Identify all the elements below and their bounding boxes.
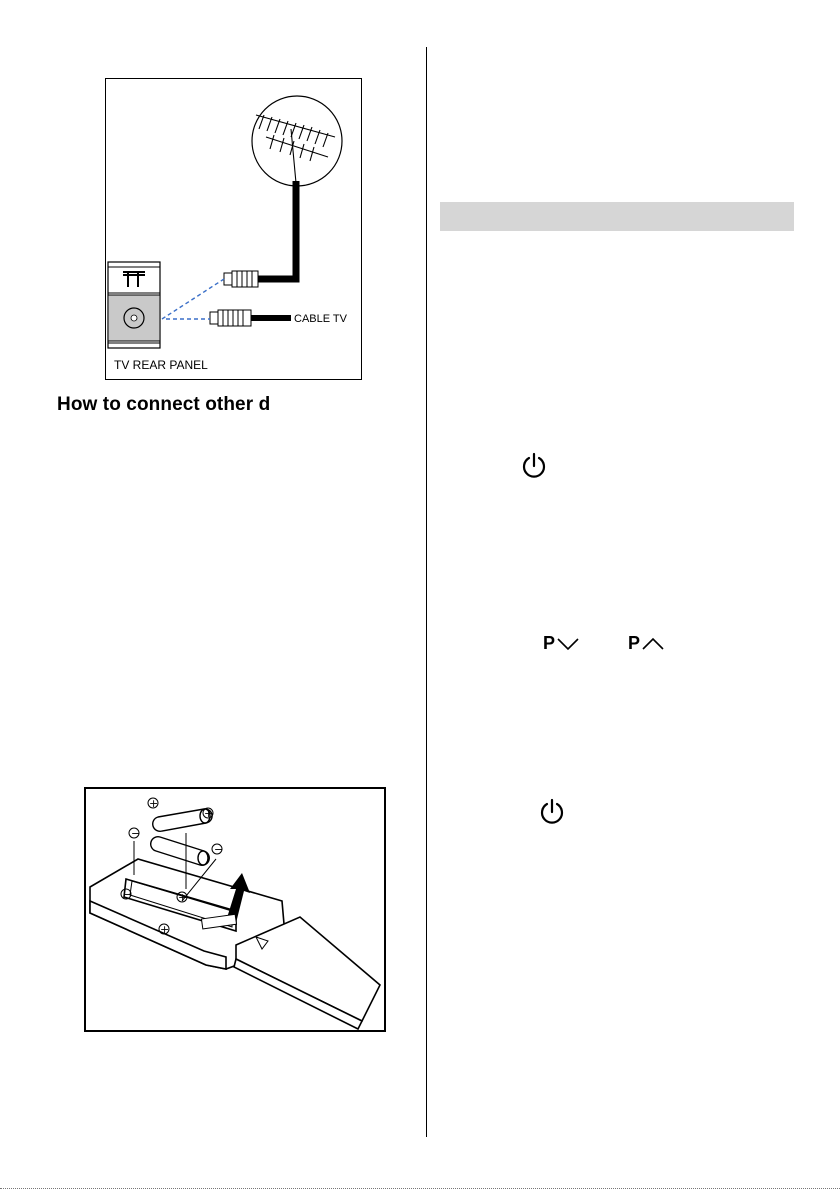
cable-tv-plug: [210, 310, 251, 326]
cable-tv-wire: [251, 315, 291, 321]
antenna-diagram: [106, 79, 361, 379]
battery-insertion-figure: [84, 787, 386, 1032]
cable-tv-label: CABLE TV: [294, 313, 347, 325]
section-title-bar: [440, 202, 794, 231]
antenna-connection-figure: [105, 78, 362, 380]
standby-power-icon-2: [539, 797, 565, 825]
remote-battery-diagram: [86, 789, 384, 1030]
svg-text:−: −: [123, 888, 133, 901]
section-heading: How to connect other d: [57, 394, 271, 415]
svg-text:−: −: [131, 827, 141, 840]
tv-rear-panel: [108, 262, 160, 348]
column-divider: [426, 47, 427, 1137]
batteries: [151, 809, 212, 865]
antenna-circle: [252, 96, 342, 186]
antenna-plug: [224, 271, 258, 287]
program-up-button: [628, 633, 664, 654]
chevron-up-icon: [642, 637, 664, 651]
svg-text:+: +: [149, 797, 159, 810]
svg-text:+: +: [160, 923, 170, 936]
chevron-down-icon: [557, 637, 579, 651]
program-down-button: [543, 633, 579, 654]
standby-power-icon: [521, 451, 547, 479]
svg-text:+: +: [204, 807, 214, 820]
program-down-label: P: [543, 633, 556, 653]
page-bottom-edge: [0, 1188, 840, 1189]
tv-rear-panel-label: TV REAR PANEL: [114, 358, 208, 372]
program-up-label: P: [628, 633, 641, 653]
svg-text:−: −: [214, 843, 224, 856]
svg-text:+: +: [178, 891, 188, 904]
